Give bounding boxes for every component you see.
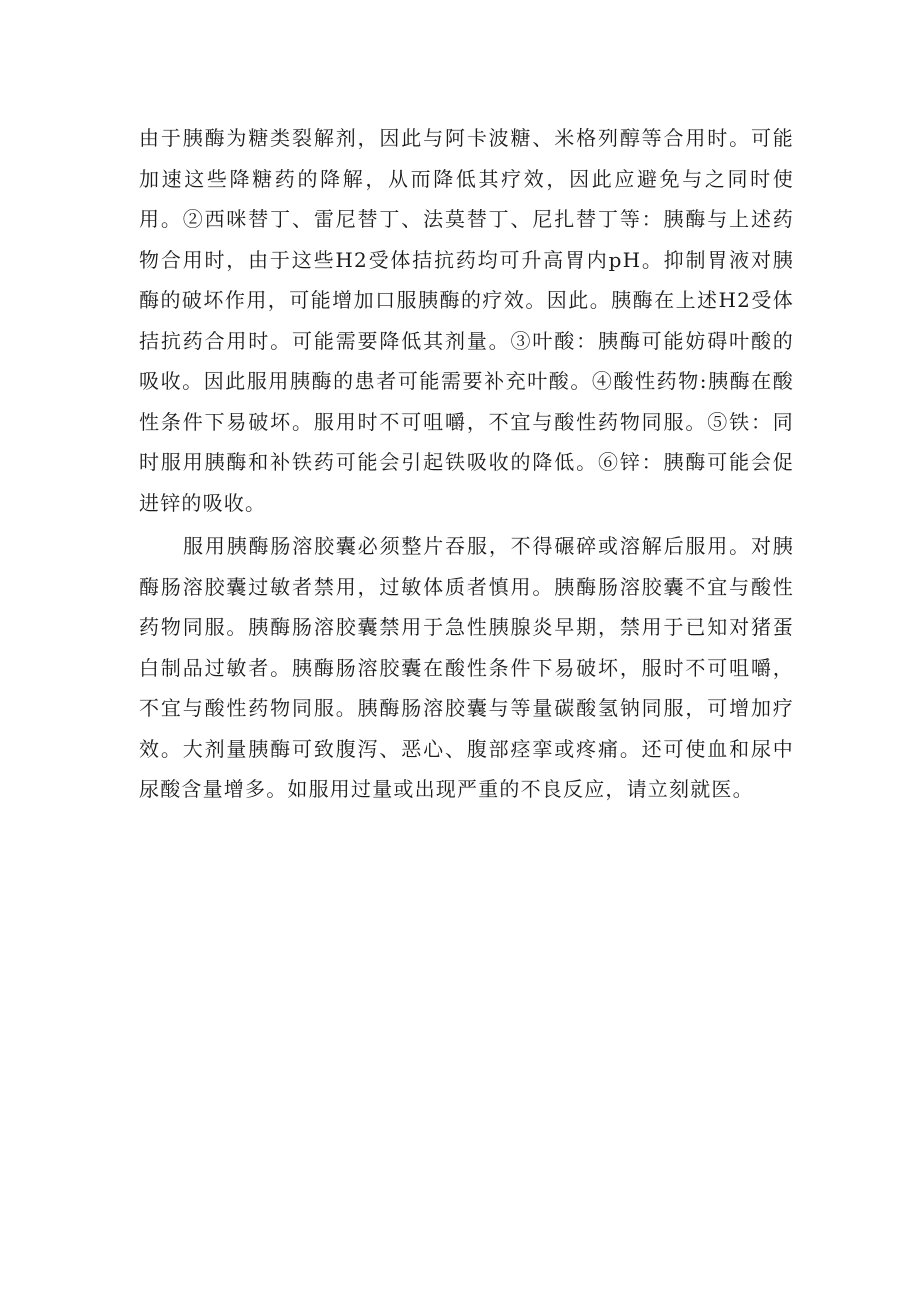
paragraph-drug-interactions: 由于胰酶为糖类裂解剂，因此与阿卡波糖、米格列醇等合用时。可能加速这些降糖药的降解，从而降低其疗效，因此应避免与之同时使用。②西咪替丁、雷尼替丁、法莫替丁、尼扎替丁等：胰酶与上述药物合用时，由于这些H2受体拮抗药均可升高胃内pH。抑制胃液对胰酶的破坏作用，可能增加口服胰酶的疗效。因此。胰酶在上述H2受体拮抗药合用时。可能需要降低其剂量。③叶酸：胰酶可能妨碍叶酸的吸收。因此服用胰酶的患者可能需要补充叶酸。④酸性药物:胰酶在酸性条件下易破坏。服用时不可咀嚼，不宜与酸性药物同服。⑤铁：同时服用胰酶和补铁药可能会引起铁吸收的降低。⑥锌：胰酶可能会促进锌的吸收。 [139, 126, 794, 515]
document-body [139, 118, 794, 810]
paragraph-usage-precautions: 服用胰酶肠溶胶囊必须整片吞服，不得碾碎或溶解后服用。对胰酶肠溶胶囊过敏者禁用，过敏体质者慎用。胰酶肠溶胶囊不宜与酸性药物同服。胰酶肠溶胶囊禁用于急性胰腺炎早期，禁用于已知对猪蛋白制品过敏者。胰酶肠溶胶囊在酸性条件下易破坏，服时不可咀嚼，不宜与酸性药物同服。胰酶肠溶胶囊与等量碳酸氢钠同服，可增加疗效。大剂量胰酶可致腹泻、恶心、腹部痉挛或疼痛。还可使血和尿中尿酸含量增多。如服用过量或出现严重的不良反应，请立刻就医。 [139, 534, 794, 801]
